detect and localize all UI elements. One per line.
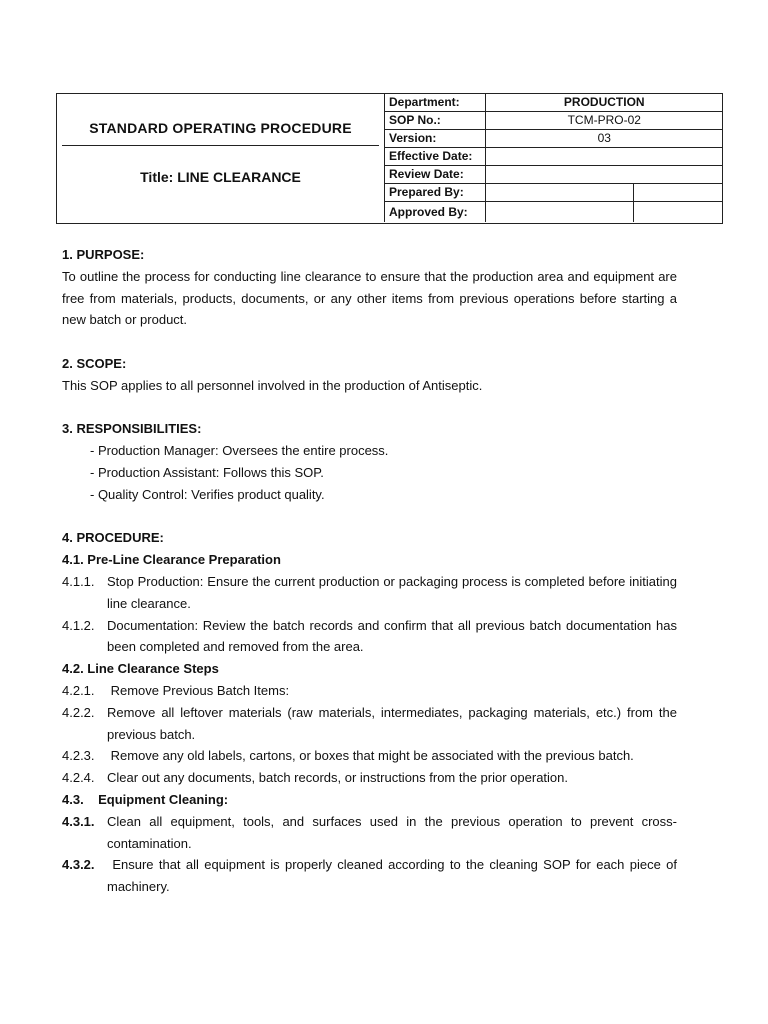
procedure-step bbox=[62, 811, 677, 855]
sop-info-table bbox=[384, 94, 723, 222]
step-number: 4.1.1. bbox=[62, 573, 95, 589]
step-text: Ensure that all equipment is properly cleaned according to the cleaning SOP for each piece of machinery. bbox=[107, 857, 681, 895]
purpose-text: To outline the process for conducting line clearance to ensure that the production area and equipment are free from materials, products, documents, or any other items from previous operations before starting a new batch or product. bbox=[62, 268, 677, 328]
procedure-step bbox=[62, 745, 677, 767]
step-number: 4.2.4. bbox=[62, 770, 95, 786]
review-date-label: Review Date: bbox=[385, 166, 486, 184]
procedure-heading-text: 4. PROCEDURE: bbox=[62, 530, 164, 546]
procedure-step bbox=[62, 680, 677, 702]
version-value: 03 bbox=[486, 130, 723, 148]
procedure-section bbox=[62, 527, 681, 898]
approved-by-label: Approved By: bbox=[385, 202, 486, 223]
procedure-step bbox=[62, 615, 677, 659]
step-text: Clear out any documents, batch records, or instructions from the prior operation. bbox=[107, 770, 568, 786]
procedure-heading bbox=[62, 527, 677, 549]
procedure-step bbox=[62, 854, 681, 898]
sop-body bbox=[62, 244, 681, 898]
sop-no-label: SOP No.: bbox=[385, 112, 486, 130]
purpose-heading: 1. PURPOSE: bbox=[62, 247, 145, 262]
prepared-by-name-cell bbox=[486, 184, 634, 202]
review-date-value bbox=[486, 166, 723, 184]
sop-header-box bbox=[56, 93, 723, 224]
step-number: 4.2.3. bbox=[62, 748, 95, 764]
scope-heading: 2. SCOPE: bbox=[62, 355, 127, 371]
step-text: Clean all equipment, tools, and surfaces used in the previous operation to prevent cross-contamination. bbox=[107, 813, 677, 851]
version-row bbox=[385, 130, 723, 148]
responsibility-item: - Production Assistant: Follows this SOP. bbox=[90, 464, 324, 480]
approved-by-name-cell bbox=[486, 202, 634, 223]
step-number: 4.3.1. bbox=[62, 813, 95, 829]
sop-header-left bbox=[57, 94, 384, 223]
sop-no-row bbox=[385, 112, 723, 130]
department-row bbox=[385, 94, 723, 112]
responsibilities-heading: 3. RESPONSIBILITIES: bbox=[62, 421, 202, 437]
sop-title: Title: LINE CLEARANCE bbox=[140, 169, 301, 185]
step-number: 4.2.2. bbox=[62, 704, 95, 720]
effective-date-row bbox=[385, 148, 723, 166]
responsibility-item: - Quality Control: Verifies product quality. bbox=[90, 486, 325, 502]
department-value: PRODUCTION bbox=[486, 94, 723, 112]
step-text: Stop Production: Ensure the current production or packaging process is completed before initiating line clearance. bbox=[107, 573, 677, 611]
step-number: 4.3.2. bbox=[62, 857, 95, 873]
equipment-cleaning-heading: 4.3. Equipment Cleaning: bbox=[62, 791, 229, 807]
procedure-step bbox=[62, 767, 677, 789]
line-clearance-steps-heading: 4.2. Line Clearance Steps bbox=[62, 661, 219, 677]
procedure-step bbox=[62, 571, 677, 615]
responsibility-item: - Production Manager: Oversees the entire process. bbox=[90, 443, 389, 459]
prepared-by-label: Prepared By: bbox=[385, 184, 486, 202]
purpose-section bbox=[62, 244, 677, 331]
prepared-by-sign-cell bbox=[634, 184, 723, 202]
effective-date-label: Effective Date: bbox=[385, 148, 486, 166]
step-text: Remove any old labels, cartons, or boxes that might be associated with the previous batch. bbox=[107, 748, 634, 764]
department-label: Department: bbox=[385, 94, 486, 112]
approved-by-row bbox=[385, 202, 723, 223]
review-date-row bbox=[385, 166, 723, 184]
step-number: 4.1.2. bbox=[62, 617, 95, 633]
pre-line-clearance-heading: 4.1. Pre-Line Clearance Preparation bbox=[62, 552, 281, 568]
step-text: Remove Previous Batch Items: bbox=[107, 682, 290, 698]
responsibilities-section bbox=[62, 418, 677, 505]
step-number: 4.2.1. bbox=[62, 682, 95, 698]
scope-text: This SOP applies to all personnel involved in the production of Antiseptic. bbox=[62, 377, 483, 393]
sop-heading: STANDARD OPERATING PROCEDURE bbox=[89, 120, 352, 136]
version-label: Version: bbox=[385, 130, 486, 148]
scope-section bbox=[62, 353, 677, 397]
procedure-step bbox=[62, 702, 677, 746]
prepared-by-row bbox=[385, 184, 723, 202]
step-text: Remove all leftover materials (raw materials, intermediates, packaging materials, etc.) from the previous batch. bbox=[107, 704, 677, 742]
sop-no-value: TCM-PRO-02 bbox=[486, 112, 723, 130]
step-text: Documentation: Review the batch records and confirm that all previous batch documentation has been completed and removed from the area. bbox=[107, 617, 677, 655]
effective-date-value bbox=[486, 148, 723, 166]
approved-by-sign-cell bbox=[634, 202, 723, 223]
heading-divider bbox=[62, 145, 379, 146]
